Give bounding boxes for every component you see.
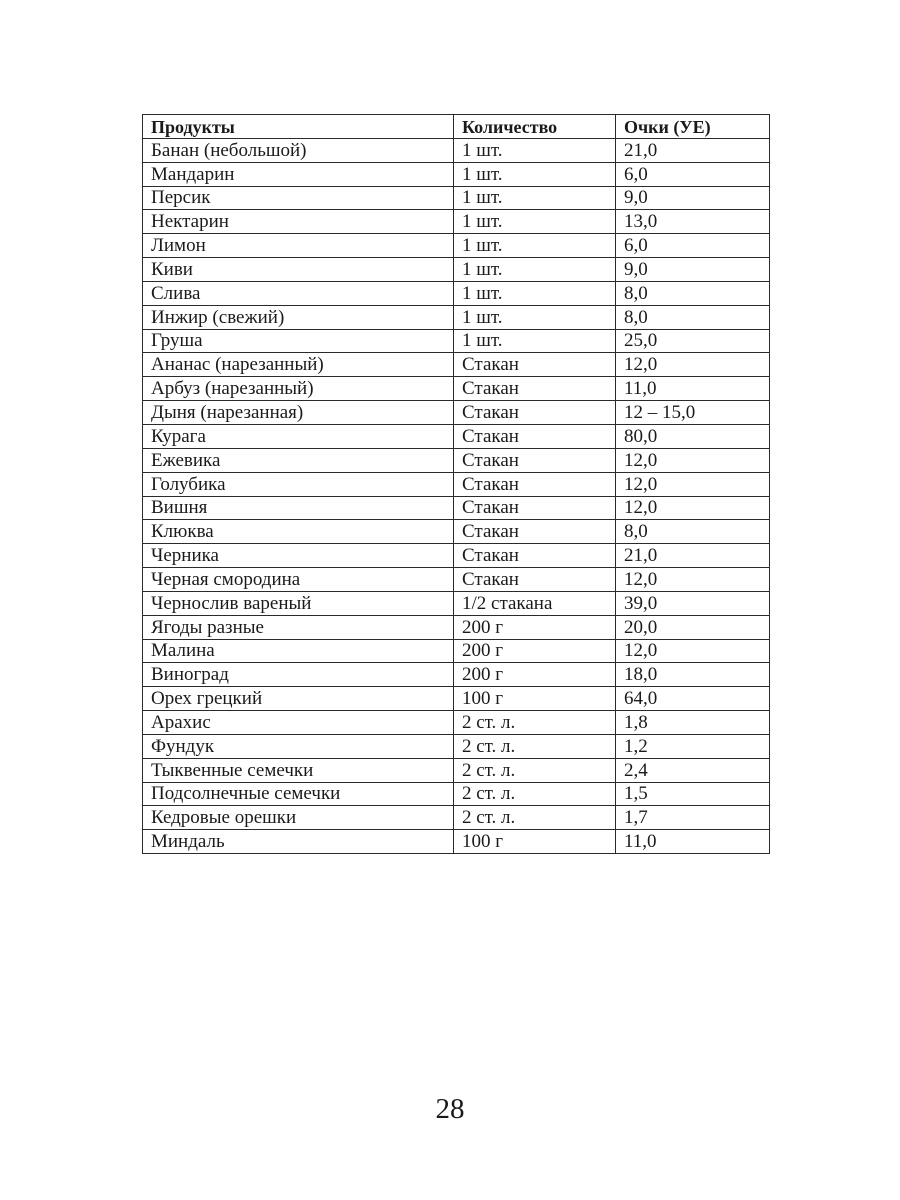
- quantity-cell: Стакан: [454, 377, 616, 401]
- table-row: [143, 615, 770, 639]
- page-number: 28: [435, 1093, 465, 1125]
- points-cell: 20,0: [616, 615, 770, 639]
- quantity-cell: Стакан: [454, 520, 616, 544]
- quantity-cell: Стакан: [454, 401, 616, 425]
- table-row: [143, 591, 770, 615]
- product-cell: Голубика: [143, 472, 454, 496]
- quantity-cell: 100 г: [454, 830, 616, 854]
- quantity-cell: 100 г: [454, 687, 616, 711]
- product-cell: Фундук: [143, 734, 454, 758]
- points-cell: 6,0: [616, 234, 770, 258]
- points-cell: 8,0: [616, 305, 770, 329]
- table-row: [143, 258, 770, 282]
- product-cell: Подсолнечные семечки: [143, 782, 454, 806]
- product-cell: Кедровые орешки: [143, 806, 454, 830]
- points-cell: 18,0: [616, 663, 770, 687]
- table-row: [143, 186, 770, 210]
- header-points: Очки (УЕ): [616, 115, 770, 139]
- product-cell: Малина: [143, 639, 454, 663]
- table-row: [143, 830, 770, 854]
- points-cell: 21,0: [616, 138, 770, 162]
- table-row: [143, 711, 770, 735]
- quantity-cell: 200 г: [454, 639, 616, 663]
- quantity-cell: Стакан: [454, 353, 616, 377]
- table-row: [143, 329, 770, 353]
- header-quantity: Количество: [454, 115, 616, 139]
- table-row: [143, 639, 770, 663]
- table-row: [143, 758, 770, 782]
- product-cell: Тыквенные семечки: [143, 758, 454, 782]
- quantity-cell: 1 шт.: [454, 329, 616, 353]
- table-header-row: [143, 115, 770, 139]
- product-cell: Черная смородина: [143, 568, 454, 592]
- table-row: [143, 401, 770, 425]
- points-cell: 2,4: [616, 758, 770, 782]
- product-cell: Дыня (нарезанная): [143, 401, 454, 425]
- table-row: [143, 520, 770, 544]
- points-cell: 12,0: [616, 568, 770, 592]
- quantity-cell: 1 шт.: [454, 162, 616, 186]
- quantity-cell: 2 ст. л.: [454, 782, 616, 806]
- product-cell: Ежевика: [143, 448, 454, 472]
- quantity-cell: 1 шт.: [454, 305, 616, 329]
- product-cell: Чернослив вареный: [143, 591, 454, 615]
- points-cell: 39,0: [616, 591, 770, 615]
- quantity-cell: 2 ст. л.: [454, 711, 616, 735]
- product-cell: Банан (небольшой): [143, 138, 454, 162]
- product-cell: Инжир (свежий): [143, 305, 454, 329]
- table-row: [143, 234, 770, 258]
- product-cell: Киви: [143, 258, 454, 282]
- table-row: [143, 281, 770, 305]
- product-cell: Лимон: [143, 234, 454, 258]
- quantity-cell: 1/2 стакана: [454, 591, 616, 615]
- points-cell: 21,0: [616, 544, 770, 568]
- product-cell: Арбуз (нарезанный): [143, 377, 454, 401]
- points-cell: 12,0: [616, 472, 770, 496]
- points-cell: 12,0: [616, 639, 770, 663]
- quantity-cell: Стакан: [454, 496, 616, 520]
- table-body: [143, 138, 770, 853]
- product-cell: Виноград: [143, 663, 454, 687]
- quantity-cell: Стакан: [454, 544, 616, 568]
- points-cell: 8,0: [616, 281, 770, 305]
- table-row: [143, 782, 770, 806]
- quantity-cell: 2 ст. л.: [454, 806, 616, 830]
- points-cell: 1,7: [616, 806, 770, 830]
- points-cell: 1,5: [616, 782, 770, 806]
- points-cell: 64,0: [616, 687, 770, 711]
- product-cell: Курага: [143, 424, 454, 448]
- table-row: [143, 138, 770, 162]
- table-row: [143, 353, 770, 377]
- quantity-cell: 200 г: [454, 663, 616, 687]
- quantity-cell: Стакан: [454, 424, 616, 448]
- product-cell: Груша: [143, 329, 454, 353]
- table-row: [143, 734, 770, 758]
- table-row: [143, 305, 770, 329]
- points-cell: 11,0: [616, 830, 770, 854]
- product-cell: Слива: [143, 281, 454, 305]
- quantity-cell: 1 шт.: [454, 281, 616, 305]
- product-cell: Клюква: [143, 520, 454, 544]
- table-row: [143, 162, 770, 186]
- points-cell: 9,0: [616, 258, 770, 282]
- product-cell: Мандарин: [143, 162, 454, 186]
- product-cell: Черника: [143, 544, 454, 568]
- points-cell: 1,8: [616, 711, 770, 735]
- table-row: [143, 687, 770, 711]
- table-row: [143, 210, 770, 234]
- table-row: [143, 663, 770, 687]
- product-cell: Ананас (нарезанный): [143, 353, 454, 377]
- quantity-cell: Стакан: [454, 448, 616, 472]
- points-cell: 9,0: [616, 186, 770, 210]
- quantity-cell: 2 ст. л.: [454, 758, 616, 782]
- table-row: [143, 568, 770, 592]
- points-cell: 6,0: [616, 162, 770, 186]
- points-cell: 1,2: [616, 734, 770, 758]
- points-cell: 25,0: [616, 329, 770, 353]
- quantity-cell: 1 шт.: [454, 234, 616, 258]
- points-cell: 12 – 15,0: [616, 401, 770, 425]
- quantity-cell: Стакан: [454, 568, 616, 592]
- points-cell: 8,0: [616, 520, 770, 544]
- table-row: [143, 448, 770, 472]
- points-cell: 12,0: [616, 496, 770, 520]
- points-cell: 13,0: [616, 210, 770, 234]
- product-cell: Ягоды разные: [143, 615, 454, 639]
- product-cell: Вишня: [143, 496, 454, 520]
- product-cell: Миндаль: [143, 830, 454, 854]
- table-row: [143, 377, 770, 401]
- product-cell: Арахис: [143, 711, 454, 735]
- product-cell: Нектарин: [143, 210, 454, 234]
- food-points-table: [142, 114, 770, 854]
- header-products: Продукты: [143, 115, 454, 139]
- table-row: [143, 544, 770, 568]
- points-cell: 80,0: [616, 424, 770, 448]
- points-cell: 11,0: [616, 377, 770, 401]
- table-row: [143, 806, 770, 830]
- quantity-cell: Стакан: [454, 472, 616, 496]
- points-cell: 12,0: [616, 353, 770, 377]
- quantity-cell: 2 ст. л.: [454, 734, 616, 758]
- table-row: [143, 424, 770, 448]
- product-cell: Персик: [143, 186, 454, 210]
- table-row: [143, 496, 770, 520]
- product-cell: Орех грецкий: [143, 687, 454, 711]
- quantity-cell: 1 шт.: [454, 258, 616, 282]
- table-row: [143, 472, 770, 496]
- quantity-cell: 1 шт.: [454, 186, 616, 210]
- points-cell: 12,0: [616, 448, 770, 472]
- quantity-cell: 200 г: [454, 615, 616, 639]
- quantity-cell: 1 шт.: [454, 210, 616, 234]
- quantity-cell: 1 шт.: [454, 138, 616, 162]
